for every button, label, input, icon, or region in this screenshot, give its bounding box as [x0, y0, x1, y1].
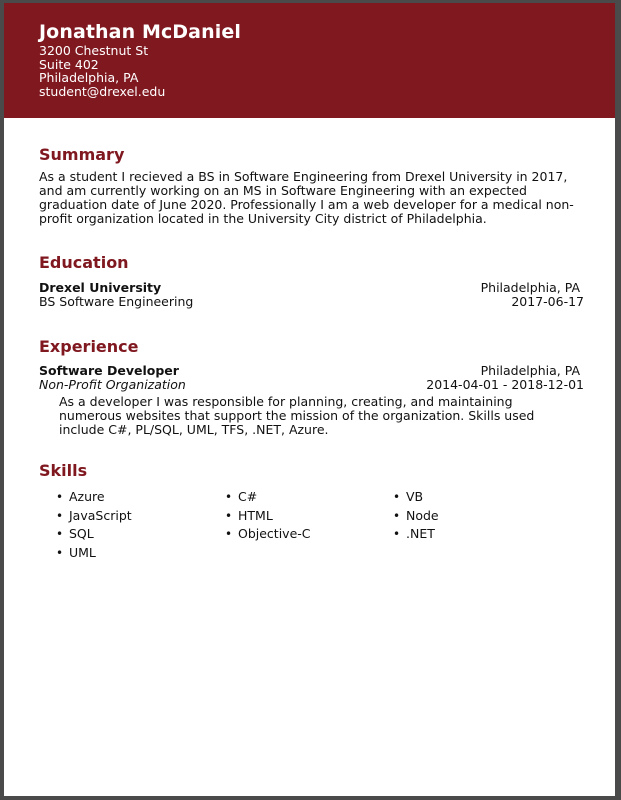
- list-item: • HTML: [221, 507, 381, 526]
- skills-heading: Skills: [39, 461, 88, 480]
- bullet-icon: •: [56, 490, 64, 504]
- candidate-name: Jonathan McDaniel: [39, 21, 241, 43]
- city-state: Philadelphia, PA: [39, 70, 139, 86]
- bullet-icon: •: [56, 527, 64, 542]
- job-description: As a developer I was responsible for planning, creating, and maintaining numerous websites that support the mission of the organization. Skills used include C#, PL/SQL, UML, TFS, .NET, Azure.: [59, 394, 535, 437]
- education-row-1: [39, 281, 580, 295]
- experience-row-2: [39, 378, 584, 392]
- graduation-date: 2017-06-17: [511, 294, 584, 309]
- bullet-icon: •: [393, 490, 401, 504]
- contact-info: [39, 44, 165, 98]
- job-title: Software Developer: [39, 363, 179, 378]
- education-heading: Education: [39, 253, 129, 272]
- job-dates: 2014-04-01 - 2018-12-01: [426, 377, 584, 392]
- resume-header: [4, 3, 615, 118]
- list-item: • Azure: [52, 488, 212, 507]
- address-line-1: 3200 Chestnut St: [39, 43, 149, 58]
- bullet-icon: •: [393, 527, 401, 542]
- summary-text: As a student I recieved a BS in Software Engineering from Drexel University in 2017, and am currently working on an MS in Software Engineering with an expected graduation date of June 2020. Professionally I am a web developer for a medical non-profit organization located in the University City district of Philadelphia.: [39, 169, 574, 226]
- bullet-icon: •: [56, 508, 64, 523]
- bullet-icon: •: [225, 508, 233, 523]
- bullet-icon: •: [225, 527, 233, 542]
- list-item: • JavaScript: [52, 507, 212, 526]
- summary-heading: Summary: [39, 145, 125, 164]
- address-line-2: Suite 402: [39, 56, 99, 72]
- bullet-icon: •: [393, 508, 401, 523]
- skills-column-3: [389, 488, 549, 544]
- skills-column-1: [52, 488, 212, 562]
- list-item: • SQL: [52, 525, 212, 544]
- organization: Non-Profit Organization: [39, 377, 186, 392]
- education-row-2: [39, 295, 584, 309]
- list-item: • C#: [221, 488, 381, 507]
- email: student@drexel.edu: [39, 83, 166, 99]
- skills-column-2: [221, 488, 381, 544]
- job-location: Philadelphia, PA: [480, 363, 580, 378]
- bullet-icon: •: [225, 490, 233, 504]
- list-item: • UML: [52, 544, 212, 563]
- resume-page: [4, 3, 615, 796]
- list-item: • Objective-C: [221, 525, 381, 544]
- list-item: • Node: [389, 507, 549, 526]
- list-item: • .NET: [389, 525, 549, 544]
- experience-heading: Experience: [39, 337, 139, 356]
- school-name: Drexel University: [39, 280, 162, 295]
- bullet-icon: •: [56, 545, 64, 560]
- school-location: Philadelphia, PA: [480, 280, 580, 295]
- experience-row-1: [39, 364, 580, 378]
- degree: BS Software Engineering: [39, 294, 194, 309]
- list-item: • VB: [389, 488, 549, 507]
